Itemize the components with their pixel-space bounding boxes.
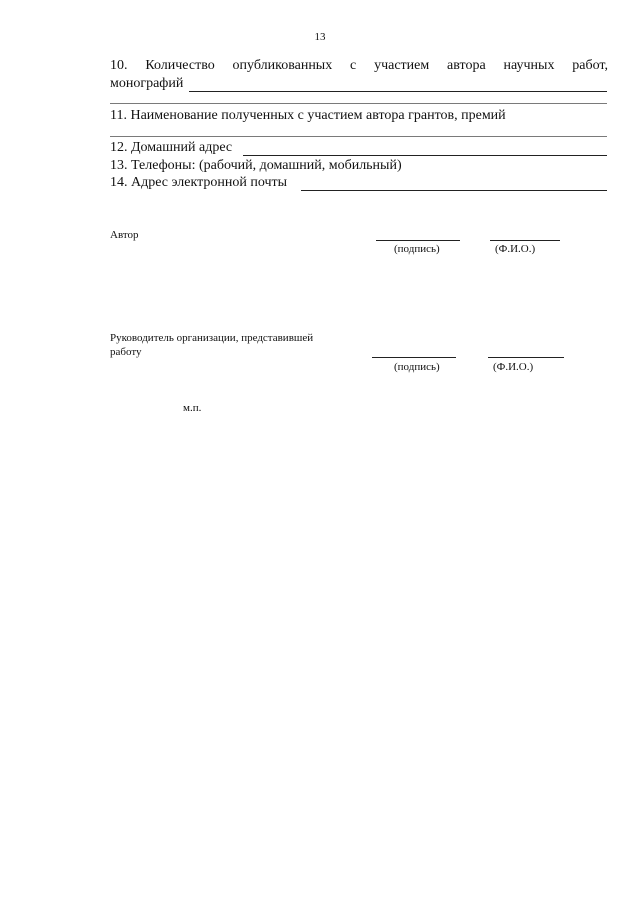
head-label-line2: работу bbox=[110, 346, 142, 358]
head-name-line[interactable] bbox=[488, 357, 564, 358]
stamp-place-label: м.п. bbox=[183, 402, 202, 414]
item-12-label: 12. Домашний адрес bbox=[110, 140, 233, 155]
item-11-label: 11. Наименование полученных с участием автора грантов, премий bbox=[110, 108, 506, 123]
item-10-extra-line[interactable] bbox=[110, 103, 607, 104]
head-signature-caption: (подпись) bbox=[394, 361, 440, 373]
item-14-answer-line[interactable] bbox=[301, 190, 607, 191]
head-name-caption: (Ф.И.О.) bbox=[493, 361, 534, 373]
item-11-answer-line[interactable] bbox=[110, 136, 607, 137]
author-signature-line[interactable] bbox=[376, 240, 460, 241]
item-14-label: 14. Адрес электронной почты bbox=[110, 175, 288, 190]
item-10-answer-line[interactable] bbox=[189, 91, 607, 92]
head-signature-line[interactable] bbox=[372, 357, 456, 358]
author-label: Автор bbox=[110, 229, 139, 241]
page-number: 13 bbox=[314, 31, 326, 43]
item-13-label: 13. Телефоны: (рабочий, домашний, мобильный) bbox=[110, 158, 402, 173]
author-signature-caption: (подпись) bbox=[394, 243, 440, 255]
head-label-line1: Руководитель организации, представившей bbox=[110, 332, 314, 344]
item-12-answer-line[interactable] bbox=[243, 155, 607, 156]
author-name-caption: (Ф.И.О.) bbox=[495, 243, 536, 255]
item-10-label-line2: монографий bbox=[110, 76, 184, 91]
item-10-label-line1: 10. Количество опубликованных с участием автора научных работ, bbox=[110, 58, 608, 73]
author-name-line[interactable] bbox=[490, 240, 560, 241]
